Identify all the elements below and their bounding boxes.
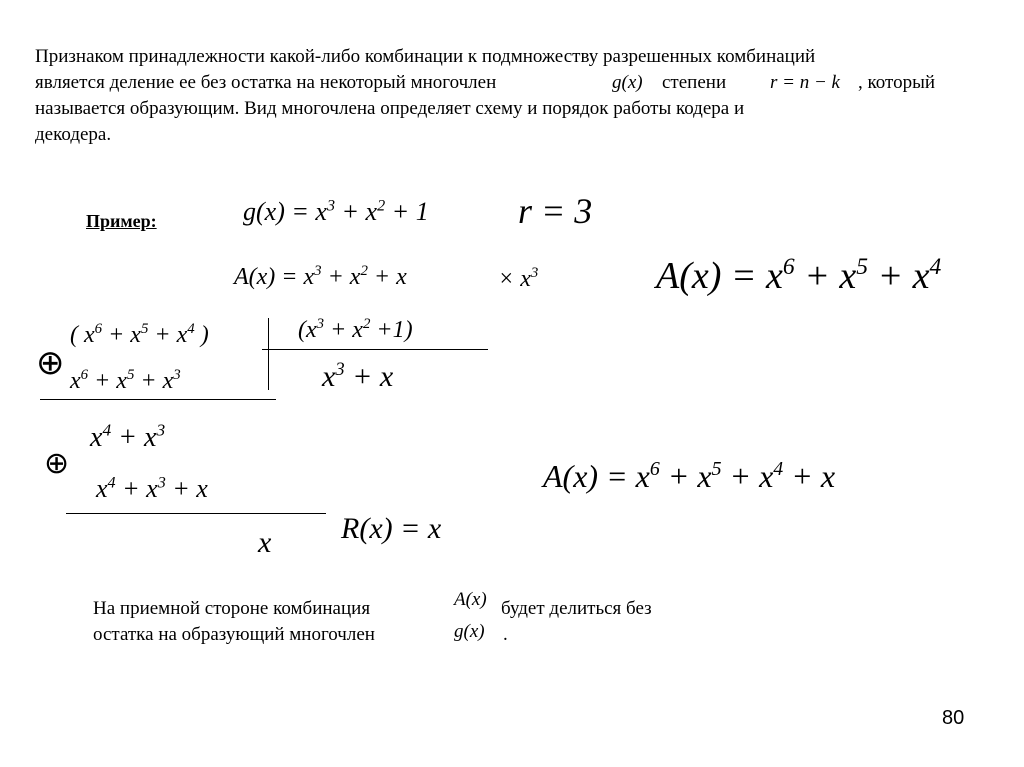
paragraph-line-3: называется образующим. Вид многочлена определяет схему и порядок работы кодера и bbox=[35, 98, 745, 119]
page-number: 80 bbox=[942, 707, 965, 729]
g-inline-2: g(x) bbox=[454, 621, 485, 642]
a-final: $A(x) = x^6 + x^5 + x^4 + x$ bbox=[543, 458, 836, 494]
paragraph-line-4: декодера. bbox=[35, 124, 112, 145]
paragraph-degree-word: степени bbox=[662, 72, 727, 93]
example-label: Пример: bbox=[86, 211, 157, 231]
subtraction-line-1 bbox=[40, 399, 276, 400]
remainder-1: $x^4 + x^3$ bbox=[90, 420, 166, 453]
a-shifted-big: $A(x) = x^6 + x^5 + x^4$ bbox=[656, 253, 942, 297]
paragraph-tail: , который bbox=[858, 72, 936, 93]
a-inline: A(x) bbox=[454, 589, 487, 610]
g-definition: $g(x) = x^3 + x^2 + 1$ bbox=[243, 197, 429, 226]
footer-line-1a: На приемной стороне комбинация bbox=[93, 598, 371, 619]
g-inline: g(x) bbox=[612, 72, 643, 93]
quotient: $x^3 + x$ bbox=[322, 358, 394, 393]
footer-line-2b: . bbox=[503, 624, 508, 645]
remainder-final: x bbox=[258, 526, 272, 559]
r-equation: R(x) = x bbox=[341, 512, 442, 545]
r-value: r = 3 bbox=[518, 191, 593, 231]
division-horizontal-bar bbox=[262, 349, 488, 350]
subtrahend-2: $x^4 + x^3 + x$ bbox=[96, 474, 208, 503]
footer-line-2a: остатка на образующий многочлен bbox=[93, 624, 375, 645]
paragraph-line-2: является деление ее без остатка на некоторый многочлен bbox=[35, 72, 497, 93]
divisor: $(x^3 + x^2 +1)$ bbox=[298, 316, 413, 343]
subtrahend-1: $x^6 + x^5 + x^3$ bbox=[70, 367, 181, 394]
footer-line-1b: будет делиться без bbox=[501, 598, 652, 619]
paragraph-line-1: Признаком принадлежности какой-либо комбинации к подмножеству разрешенных комбинаций bbox=[35, 46, 816, 67]
subtraction-line-2 bbox=[66, 513, 326, 514]
oplus-1: ⊕ bbox=[36, 345, 65, 382]
dividend: ( $x^6 + x^5 + x^4$ ) bbox=[70, 321, 209, 348]
r-formula: r = n − k bbox=[770, 72, 840, 93]
oplus-2: ⊕ bbox=[44, 447, 70, 480]
division-vertical-bar bbox=[268, 318, 269, 390]
a-original: $A(x) = x^3 + x^2 + x$ bbox=[234, 263, 407, 290]
times-x3: × $x^3$ bbox=[498, 265, 539, 292]
